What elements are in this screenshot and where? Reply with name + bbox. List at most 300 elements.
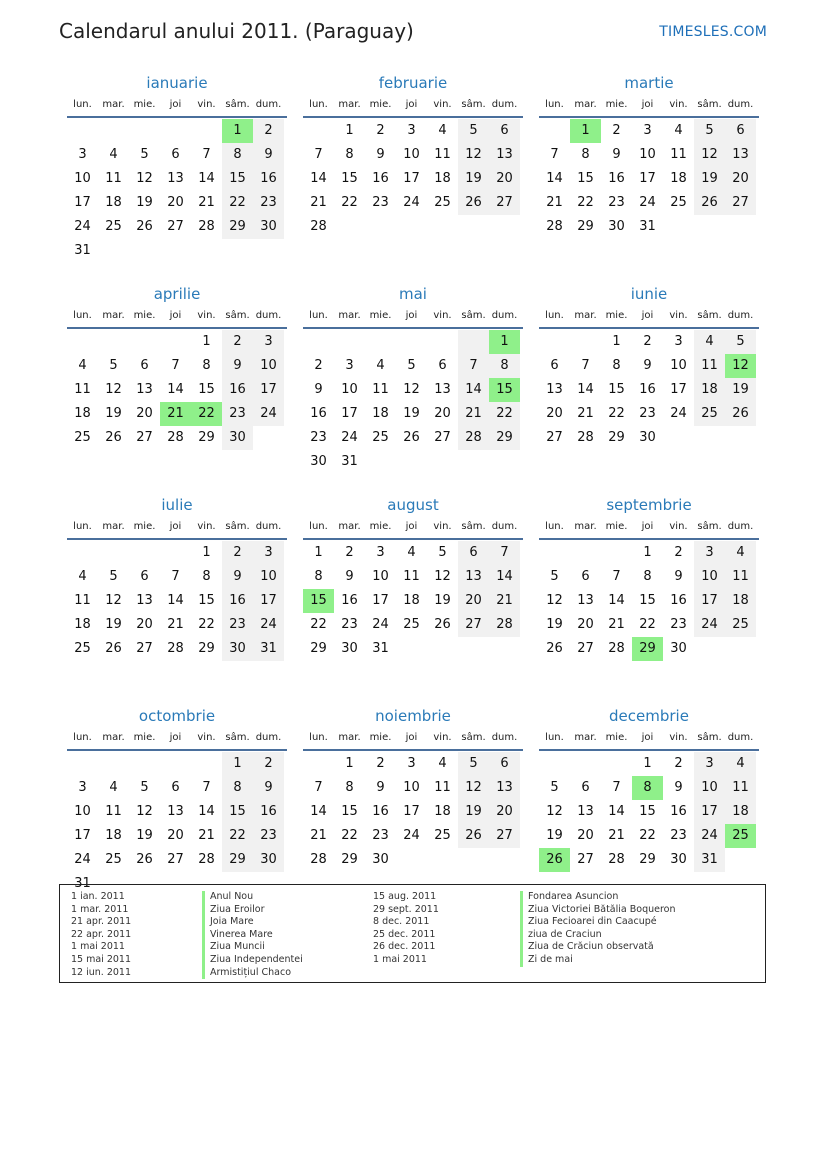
day-cell: 8 [202, 358, 211, 373]
empty-cell [489, 450, 520, 474]
day-cell: 11 [74, 593, 91, 608]
day-cell: 11 [434, 147, 451, 162]
legend-entry: Ziua Independentei [202, 954, 303, 967]
month-martie [539, 72, 759, 283]
day-cell: 21 [577, 406, 594, 421]
day-cell: 4 [407, 545, 416, 560]
day-cell: 15 [608, 382, 625, 397]
empty-cell [191, 239, 222, 263]
day-cell: 31 [639, 219, 656, 234]
day-cell: 12 [136, 171, 153, 186]
day-cell: 20 [725, 167, 756, 191]
day-cell: 11 [105, 171, 122, 186]
day-cell: 12 [546, 804, 563, 819]
day-cell: 1 [570, 119, 601, 143]
day-cell: 26 [458, 191, 489, 215]
weekday-label: joi [169, 732, 182, 743]
weekday-label: mie. [369, 99, 392, 110]
day-cell: 24 [694, 824, 725, 848]
day-cell: 19 [694, 167, 725, 191]
empty-cell [601, 752, 632, 776]
day-cell: 5 [550, 780, 559, 795]
day-cell: 5 [109, 569, 118, 584]
weekday-label: mie. [605, 310, 628, 321]
day-cell: 8 [314, 569, 323, 584]
weekday-label: joi [641, 310, 654, 321]
day-cell: 26 [694, 191, 725, 215]
weekday-label: dum. [255, 310, 282, 321]
day-cell: 9 [222, 354, 253, 378]
month-iunie [539, 283, 759, 494]
empty-cell [396, 450, 427, 474]
day-cell: 17 [74, 828, 91, 843]
legend-entry: Ziua Muncii [202, 941, 303, 954]
day-cell: 26 [105, 430, 122, 445]
empty-cell [570, 541, 601, 565]
day-cell: 8 [612, 358, 621, 373]
empty-cell [98, 752, 129, 776]
page-title: Calendarul anului 2011. (Paraguay) [59, 19, 414, 43]
day-cell: 2 [253, 119, 284, 143]
day-cell: 17 [372, 593, 389, 608]
day-cell: 2 [612, 123, 621, 138]
day-cell: 14 [577, 382, 594, 397]
empty-cell [129, 330, 160, 354]
day-cell: 10 [372, 569, 389, 584]
day-cell: 15 [341, 804, 358, 819]
day-cell: 24 [341, 430, 358, 445]
day-cell: 11 [725, 776, 756, 800]
day-cell: 29 [341, 852, 358, 867]
weekday-label: lun. [309, 310, 328, 321]
day-cell: 20 [167, 195, 184, 210]
day-cell: 21 [489, 589, 520, 613]
weekday-header [67, 516, 287, 540]
day-cell: 28 [546, 219, 563, 234]
month-aprilie [67, 283, 287, 494]
day-cell: 20 [577, 828, 594, 843]
weekday-label: lun. [545, 521, 564, 532]
empty-cell [253, 426, 284, 450]
holiday-legend [59, 884, 766, 983]
day-cell: 6 [171, 780, 180, 795]
day-cell: 23 [341, 617, 358, 632]
month-name: mai [399, 285, 427, 303]
day-cell: 1 [643, 545, 652, 560]
day-cell: 7 [581, 358, 590, 373]
day-cell: 5 [694, 119, 725, 143]
weekday-label: mar. [574, 521, 597, 532]
day-cell: 14 [489, 565, 520, 589]
legend-entry: 12 iun. 2011 [71, 966, 132, 978]
empty-cell [539, 330, 570, 354]
day-cell: 21 [310, 195, 327, 210]
weekday-label: mie. [369, 521, 392, 532]
day-cell: 2 [376, 123, 385, 138]
day-cell: 24 [694, 613, 725, 637]
day-cell: 18 [74, 617, 91, 632]
day-cell: 23 [253, 824, 284, 848]
weekday-label: mar. [338, 521, 361, 532]
day-cell: 25 [105, 852, 122, 867]
empty-cell [160, 119, 191, 143]
weekday-label: dum. [727, 521, 754, 532]
day-cell: 4 [109, 147, 118, 162]
weekday-label: dum. [491, 99, 518, 110]
legend-entry: 21 apr. 2011 [71, 916, 132, 928]
weekday-label: joi [641, 99, 654, 110]
day-cell: 12 [725, 354, 756, 378]
day-cell: 30 [670, 852, 687, 867]
day-cell: 16 [310, 406, 327, 421]
weekday-label: mar. [338, 310, 361, 321]
day-cell: 14 [198, 804, 215, 819]
day-cell: 28 [608, 852, 625, 867]
month-name: ianuarie [146, 74, 208, 92]
day-cell: 9 [612, 147, 621, 162]
day-cell: 9 [253, 143, 284, 167]
day-cell: 17 [403, 171, 420, 186]
day-cell: 4 [694, 330, 725, 354]
day-cell: 9 [643, 358, 652, 373]
day-cell: 21 [546, 195, 563, 210]
empty-cell [365, 450, 396, 474]
day-cell: 16 [608, 171, 625, 186]
day-cell: 26 [458, 824, 489, 848]
legend-entry: 8 dec. 2011 [373, 916, 430, 928]
weekday-label: vin. [197, 521, 216, 532]
day-cell: 11 [105, 804, 122, 819]
day-cell: 9 [345, 569, 354, 584]
day-cell: 25 [434, 828, 451, 843]
day-cell: 23 [639, 406, 656, 421]
day-cell: 14 [167, 593, 184, 608]
day-cell: 19 [546, 617, 563, 632]
legend-entry: 1 mai 2011 [373, 953, 427, 965]
day-cell: 2 [345, 545, 354, 560]
day-cell: 29 [198, 430, 215, 445]
day-cell: 14 [310, 804, 327, 819]
day-cell: 1 [643, 756, 652, 771]
day-cell: 30 [253, 848, 284, 872]
day-cell: 30 [639, 430, 656, 445]
empty-cell [303, 330, 334, 354]
empty-cell [570, 752, 601, 776]
empty-cell [303, 119, 334, 143]
brand-link[interactable]: TIMESLES.COM [659, 24, 767, 40]
day-cell: 7 [314, 780, 323, 795]
empty-cell [191, 752, 222, 776]
day-cell: 27 [136, 641, 153, 656]
day-cell: 17 [670, 382, 687, 397]
day-cell: 24 [670, 406, 687, 421]
day-cell: 18 [105, 195, 122, 210]
day-cell: 9 [222, 565, 253, 589]
empty-cell [396, 215, 427, 239]
day-cell: 7 [171, 358, 180, 373]
day-cell: 28 [167, 641, 184, 656]
day-cell: 26 [136, 852, 153, 867]
day-cell: 28 [310, 219, 327, 234]
day-cell: 17 [74, 195, 91, 210]
month-august [303, 494, 523, 705]
weekday-label: sâm. [697, 310, 722, 321]
weekday-label: sâm. [225, 310, 250, 321]
empty-cell [67, 752, 98, 776]
empty-cell [694, 215, 725, 239]
day-cell: 13 [546, 382, 563, 397]
day-cell: 17 [694, 800, 725, 824]
day-cell: 6 [581, 780, 590, 795]
weekday-label: mar. [102, 310, 125, 321]
day-cell: 25 [74, 430, 91, 445]
day-cell: 3 [407, 756, 416, 771]
weekday-label: sâm. [697, 521, 722, 532]
day-cell: 8 [202, 569, 211, 584]
weekday-label: vin. [197, 732, 216, 743]
month-name: februarie [378, 74, 448, 92]
days-grid [539, 541, 759, 661]
day-cell: 22 [310, 617, 327, 632]
day-cell: 11 [372, 382, 389, 397]
day-cell: 13 [434, 382, 451, 397]
day-cell: 4 [376, 358, 385, 373]
days-grid [303, 330, 523, 474]
weekday-label: lun. [545, 310, 564, 321]
empty-cell [458, 637, 489, 661]
day-cell: 13 [136, 593, 153, 608]
day-cell: 7 [314, 147, 323, 162]
day-cell: 11 [725, 565, 756, 589]
weekday-label: sâm. [697, 99, 722, 110]
weekday-label: mar. [102, 99, 125, 110]
weekday-label: dum. [491, 310, 518, 321]
weekday-label: vin. [669, 521, 688, 532]
weekday-header [303, 94, 523, 118]
day-cell: 9 [376, 780, 385, 795]
legend-entry: Ziua Fecioarei din Caacupé [520, 916, 676, 929]
empty-cell [98, 119, 129, 143]
day-cell: 12 [458, 776, 489, 800]
weekday-label: lun. [309, 99, 328, 110]
day-cell: 31 [74, 243, 91, 258]
weekday-header [539, 516, 759, 540]
day-cell: 29 [222, 848, 253, 872]
weekday-header [303, 305, 523, 329]
day-cell: 1 [202, 334, 211, 349]
legend-entry: 1 ian. 2011 [71, 891, 125, 902]
day-cell: 10 [253, 354, 284, 378]
day-cell: 27 [725, 191, 756, 215]
day-cell: 21 [198, 828, 215, 843]
weekday-label: dum. [727, 99, 754, 110]
day-cell: 9 [674, 780, 683, 795]
day-cell: 25 [403, 617, 420, 632]
weekday-label: sâm. [461, 99, 486, 110]
weekday-header [303, 516, 523, 540]
weekday-label: vin. [669, 732, 688, 743]
empty-cell [427, 637, 458, 661]
empty-cell [160, 330, 191, 354]
weekday-label: lun. [545, 732, 564, 743]
weekday-label: mar. [102, 521, 125, 532]
day-cell: 6 [550, 358, 559, 373]
weekday-label: joi [405, 310, 418, 321]
day-cell: 16 [222, 589, 253, 613]
day-cell: 10 [639, 147, 656, 162]
day-cell: 18 [434, 804, 451, 819]
day-cell: 9 [314, 382, 323, 397]
day-cell: 3 [345, 358, 354, 373]
day-cell: 2 [674, 545, 683, 560]
days-grid [539, 752, 759, 872]
empty-cell [458, 450, 489, 474]
day-cell: 21 [608, 828, 625, 843]
legend-entry: 1 mar. 2011 [71, 903, 129, 915]
weekday-label: vin. [433, 732, 452, 743]
day-cell: 31 [253, 637, 284, 661]
day-cell: 27 [489, 191, 520, 215]
weekday-label: lun. [545, 99, 564, 110]
days-grid [539, 330, 759, 450]
day-cell: 23 [222, 613, 253, 637]
weekday-label: vin. [669, 310, 688, 321]
day-cell: 3 [694, 752, 725, 776]
day-cell: 1 [345, 756, 354, 771]
day-cell: 28 [198, 219, 215, 234]
legend-entry: 29 sept. 2011 [373, 903, 439, 915]
weekday-label: lun. [73, 732, 92, 743]
weekday-label: dum. [727, 310, 754, 321]
weekday-label: mie. [605, 732, 628, 743]
day-cell: 9 [674, 569, 683, 584]
day-cell: 12 [403, 382, 420, 397]
day-cell: 30 [670, 641, 687, 656]
day-cell: 2 [222, 330, 253, 354]
weekday-label: vin. [433, 310, 452, 321]
day-cell: 3 [253, 541, 284, 565]
day-cell: 30 [253, 215, 284, 239]
empty-cell [365, 215, 396, 239]
weekday-label: sâm. [225, 99, 250, 110]
day-cell: 20 [167, 828, 184, 843]
day-cell: 23 [608, 195, 625, 210]
day-cell: 10 [694, 776, 725, 800]
legend-entry: Vinerea Mare [202, 929, 303, 942]
day-cell: 22 [639, 617, 656, 632]
weekday-header [539, 727, 759, 751]
day-cell: 4 [109, 780, 118, 795]
day-cell: 7 [171, 569, 180, 584]
day-cell: 18 [694, 378, 725, 402]
day-cell: 19 [546, 828, 563, 843]
day-cell: 14 [608, 593, 625, 608]
day-cell: 5 [140, 780, 149, 795]
weekday-label: vin. [433, 99, 452, 110]
weekday-label: joi [405, 99, 418, 110]
day-cell: 3 [643, 123, 652, 138]
weekday-label: joi [169, 521, 182, 532]
day-cell: 30 [222, 426, 253, 450]
day-cell: 27 [458, 613, 489, 637]
weekday-label: mie. [133, 521, 156, 532]
weekday-label: mie. [133, 99, 156, 110]
day-cell: 5 [140, 147, 149, 162]
day-cell: 19 [403, 406, 420, 421]
day-cell: 22 [639, 828, 656, 843]
weekday-label: joi [405, 732, 418, 743]
empty-cell [160, 541, 191, 565]
day-cell: 25 [725, 613, 756, 637]
day-cell: 22 [191, 402, 222, 426]
day-cell: 8 [222, 143, 253, 167]
day-cell: 19 [725, 378, 756, 402]
day-cell: 7 [612, 569, 621, 584]
weekday-label: mar. [574, 310, 597, 321]
day-cell: 1 [222, 119, 253, 143]
day-cell: 6 [171, 147, 180, 162]
day-cell: 16 [639, 382, 656, 397]
day-cell: 28 [198, 852, 215, 867]
day-cell: 1 [222, 752, 253, 776]
empty-cell [601, 541, 632, 565]
day-cell: 10 [694, 565, 725, 589]
day-cell: 6 [438, 358, 447, 373]
day-cell: 15 [198, 593, 215, 608]
day-cell: 18 [372, 406, 389, 421]
day-cell: 24 [403, 828, 420, 843]
empty-cell [222, 239, 253, 263]
day-cell: 20 [434, 406, 451, 421]
day-cell: 8 [345, 147, 354, 162]
day-cell: 15 [222, 167, 253, 191]
day-cell: 22 [222, 191, 253, 215]
days-grid [67, 330, 287, 450]
legend-entry: 25 dec. 2011 [373, 928, 436, 940]
empty-cell [539, 752, 570, 776]
day-cell: 4 [438, 123, 447, 138]
day-cell: 19 [458, 800, 489, 824]
weekday-label: lun. [309, 732, 328, 743]
weekday-label: vin. [433, 521, 452, 532]
day-cell: 29 [577, 219, 594, 234]
legend-entry: ziua de Craciun [520, 929, 676, 942]
day-cell: 12 [694, 143, 725, 167]
month-name: iulie [161, 496, 193, 514]
day-cell: 31 [341, 454, 358, 469]
day-cell: 17 [341, 406, 358, 421]
legend-entry: 22 apr. 2011 [71, 928, 132, 940]
day-cell: 24 [74, 852, 91, 867]
days-grid [303, 752, 523, 872]
weekday-label: mie. [369, 732, 392, 743]
empty-cell [98, 239, 129, 263]
day-cell: 8 [581, 147, 590, 162]
day-cell: 4 [438, 756, 447, 771]
day-cell: 19 [105, 617, 122, 632]
day-cell: 5 [438, 545, 447, 560]
day-cell: 8 [222, 776, 253, 800]
month-name: august [387, 496, 439, 514]
day-cell: 25 [105, 219, 122, 234]
day-cell: 7 [202, 780, 211, 795]
empty-cell [663, 426, 694, 450]
day-cell: 18 [105, 828, 122, 843]
day-cell: 26 [539, 848, 570, 872]
weekday-label: mie. [133, 310, 156, 321]
day-cell: 16 [670, 593, 687, 608]
empty-cell [725, 848, 756, 872]
